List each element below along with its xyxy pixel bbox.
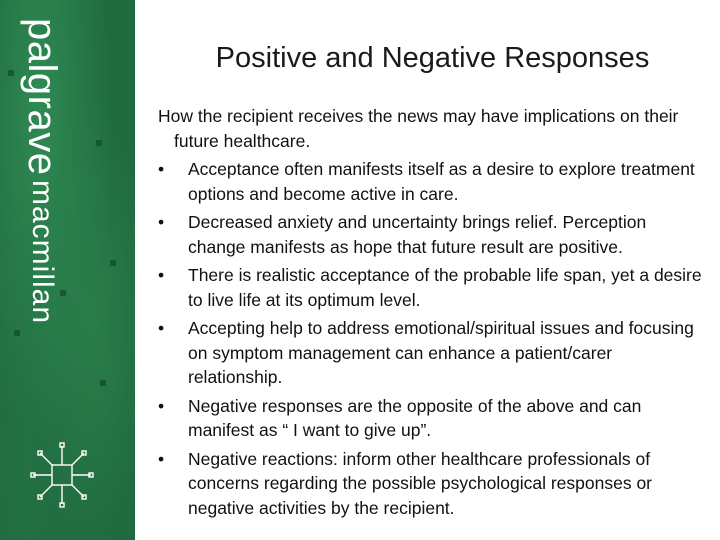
bullet-text: Negative responses are the opposite of the above and can manifest as “ I want to give up”. — [188, 395, 642, 440]
bullet-text: Acceptance often manifests itself as a desire to explore treatment options and become active in care. — [188, 159, 695, 204]
bullet-marker: • — [158, 212, 165, 232]
brand-name-top: palgrave — [20, 18, 64, 176]
bullet-item — [158, 316, 703, 390]
bullet-text: Accepting help to address emotional/spiritual issues and focusing on symptom management can enhance a patient/carer relationship. — [188, 318, 694, 387]
intro-paragraph: How the recipient receives the news may have implications on their future healthcare. — [158, 106, 679, 151]
bullet-item — [158, 210, 703, 259]
brand-name-bottom: macmillan — [26, 179, 59, 324]
brand-sidebar — [0, 0, 135, 540]
texture-speck — [100, 380, 106, 386]
texture-speck — [110, 260, 116, 266]
bullet-marker: • — [158, 318, 165, 338]
bullet-marker: • — [158, 448, 165, 469]
texture-speck — [96, 140, 102, 146]
bullet-text: There is realistic acceptance of the probable life span, yet a desire to live life at its optimum level. — [188, 265, 702, 310]
bullet-marker: • — [158, 159, 165, 179]
texture-speck — [8, 70, 14, 76]
bullet-item — [158, 447, 703, 521]
network-cross-logo-icon — [30, 440, 94, 510]
texture-speck — [14, 330, 20, 336]
palgrave-macmillan-logo — [22, 18, 62, 324]
slide-body — [158, 104, 703, 524]
bullet-item — [158, 263, 703, 312]
bullet-item — [158, 394, 703, 443]
bullet-list — [158, 157, 703, 520]
bullet-item — [158, 157, 703, 206]
bullet-text: Negative reactions: inform other healthcare professionals of concerns regarding the possible psychological responses or negative activities by the recipient. — [188, 448, 653, 518]
bullet-marker: • — [158, 395, 165, 416]
bullet-text: Decreased anxiety and uncertainty brings relief. Perception change manifests as hope that future result are positive. — [188, 212, 647, 257]
bullet-marker: • — [158, 265, 165, 285]
slide-title: Positive and Negative Responses — [215, 42, 650, 74]
